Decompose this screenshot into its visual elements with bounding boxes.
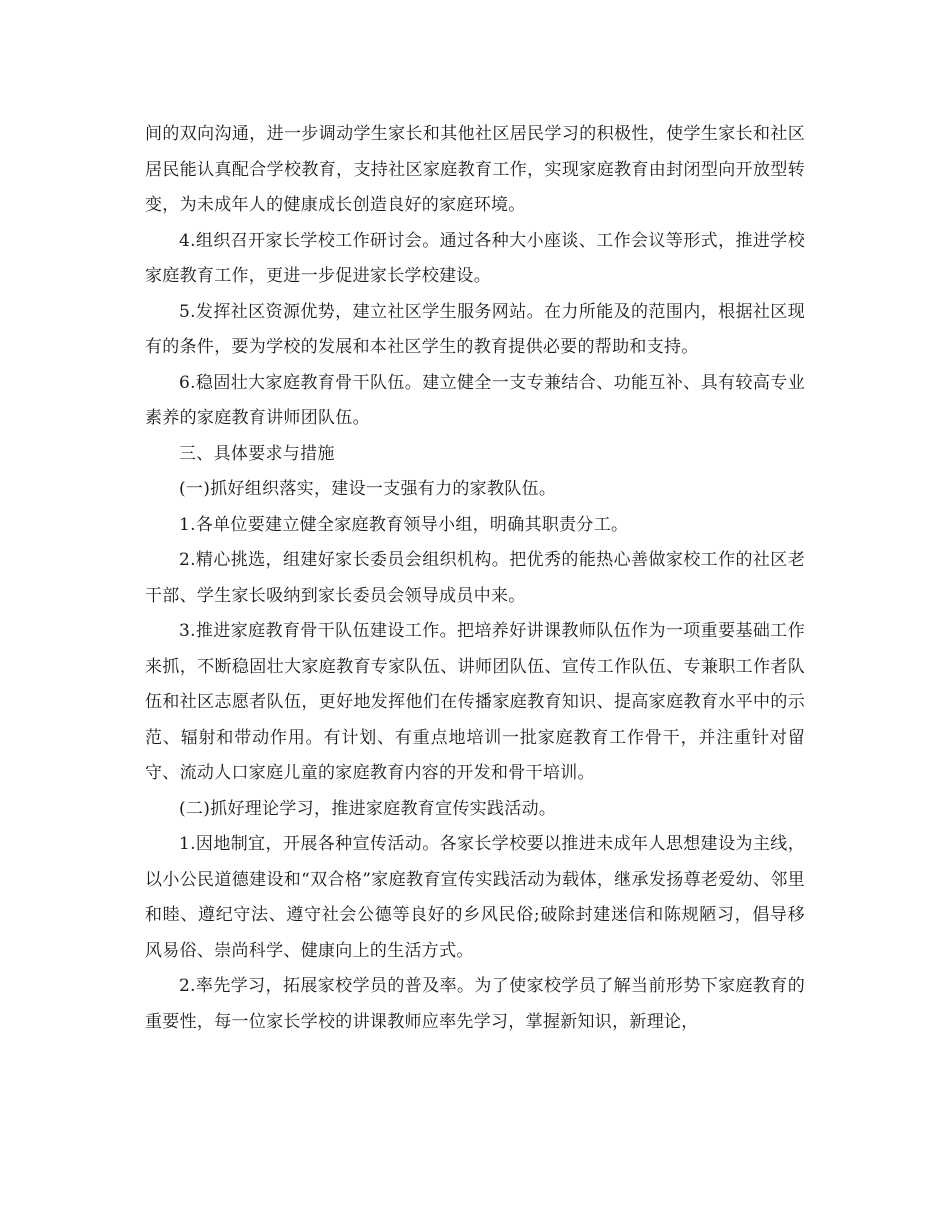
paragraph-item-4: 4.组织召开家长学校工作研讨会。通过各种大小座谈、工作会议等形式，推进学校家庭教育工作，更进一步促进家长学校建设。 bbox=[145, 230, 805, 286]
subsection-heading-1: (一)抓好组织落实，建设一支强有力的家教队伍。 bbox=[179, 479, 557, 499]
document-body bbox=[145, 117, 805, 1040]
paragraph-item-6: 6.稳固壮大家庭教育骨干队伍。建立健全一支专兼结合、功能互补、具有较高专业素养的家庭教育讲师团队伍。 bbox=[145, 372, 805, 428]
paragraph-item-5: 5.发挥社区资源优势，建立社区学生服务网站。在力所能及的范围内，根据社区现有的条件，要为学校的发展和本社区学生的教育提供必要的帮助和支持。 bbox=[145, 301, 805, 357]
paragraph-sub1-item-2: 2.精心挑选，组建好家长委员会组织机构。把优秀的能热心善做家校工作的社区老干部、学生家长吸纳到家长委员会领导成员中来。 bbox=[145, 550, 805, 606]
section-heading-3: 三、具体要求与措施 bbox=[179, 443, 335, 464]
subsection-heading-2: (二)抓好理论学习，推进家庭教育宣传实践活动。 bbox=[179, 798, 557, 819]
paragraph-sub2-item-1: 1.因地制宜，开展各种宣传活动。各家长学校要以推进未成年人思想建设为主线，以小公民道德建设和“双合格”家庭教育宣传实践活动为载体，继承发扬尊老爱幼、邻里和睦、遵纪守法、遵守社会公德等良好的乡风民俗;破除封建迷信和陈规陋习，倡导移风易俗、崇尚科学、健康向上的生活方式。 bbox=[145, 834, 805, 961]
paragraph-sub1-item-3: 3.推进家庭教育骨干队伍建设工作。把培养好讲课教师队伍作为一项重要基础工作来抓，不断稳固壮大家庭教育专家队伍、讲师团队伍、宣传工作队伍、专兼职工作者队伍和社区志愿者队伍，更好地发挥他们在传播家庭教育知识、提高家庭教育水平中的示范、辐射和带动作用。有计划、有重点地培训一批家庭教育工作骨干，并注重针对留守、流动人口家庭儿童的家庭教育内容的开发和骨干培训。 bbox=[145, 621, 805, 783]
paragraph-sub1-item-1: 1.各单位要建立健全家庭教育领导小组，明确其职责分工。 bbox=[179, 514, 629, 535]
paragraph-sub2-item-2: 2.率先学习，拓展家校学员的普及率。为了使家校学员了解当前形势下家庭教育的重要性，每一位家长学校的讲课教师应率先学习，掌握新知识，新理论， bbox=[145, 976, 805, 1032]
paragraph-continuation: 间的双向沟通，进一步调动学生家长和其他社区居民学习的积极性，使学生家长和社区居民能认真配合学校教育，支持社区家庭教育工作，实现家庭教育由封闭型向开放型转变，为未成年人的健康成长创造良好的家庭环境。 bbox=[145, 124, 805, 215]
